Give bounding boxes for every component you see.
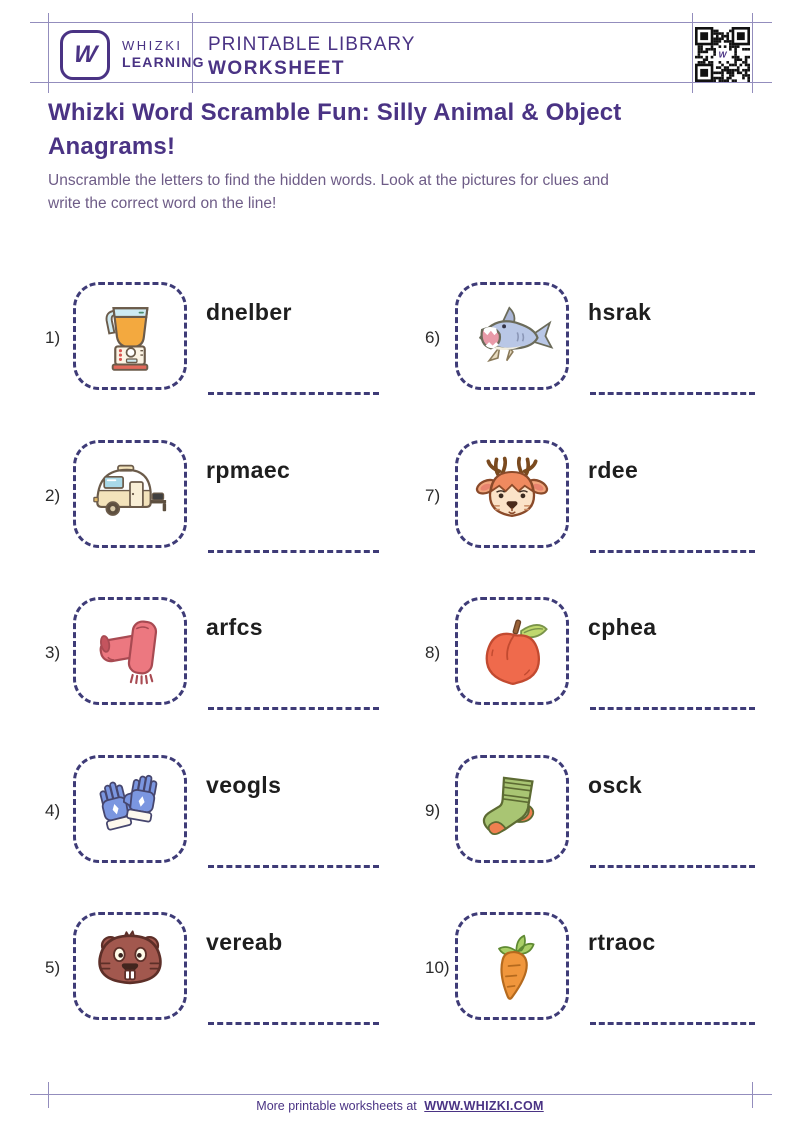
shark-image — [468, 300, 556, 372]
picture-box — [73, 440, 187, 548]
footer-website-link[interactable]: WWW.WHIZKI.COM — [424, 1099, 544, 1113]
document-type-label: WORKSHEET — [208, 57, 345, 79]
picture-box — [73, 912, 187, 1020]
scrambled-word: veogls — [206, 771, 282, 798]
item-answer-area — [588, 912, 761, 1020]
picture-box — [73, 597, 187, 705]
scrambled-word: hsrak — [588, 299, 652, 325]
logo-w-icon: W — [72, 41, 98, 68]
crop-mark-vertical — [752, 13, 753, 93]
item-number: 5) — [45, 958, 61, 977]
answer-line[interactable] — [590, 550, 755, 553]
item-number: 8) — [425, 643, 441, 662]
crop-mark-footer-line — [30, 1094, 772, 1095]
scrambled-word: cphea — [588, 614, 657, 640]
picture-box — [455, 597, 569, 705]
answer-line[interactable] — [208, 1022, 379, 1025]
item-number: 4) — [45, 800, 61, 820]
crop-mark-vertical — [48, 13, 49, 93]
picture-box — [455, 282, 569, 390]
scramble-item — [425, 282, 761, 440]
scramble-item — [45, 912, 385, 1070]
item-number: 9) — [425, 800, 441, 820]
svg-text:W: W — [718, 49, 727, 60]
camper-image — [87, 459, 173, 529]
answer-line[interactable] — [208, 707, 379, 710]
item-number: 1) — [45, 328, 61, 347]
qr-code-icon — [695, 27, 750, 82]
scrambled-word: osck — [588, 771, 643, 798]
answer-line[interactable] — [590, 707, 755, 710]
item-number: 7) — [425, 485, 441, 505]
instructions-line1: Unscramble the letters to find the hidden words. Look at the pictures for clues and — [48, 172, 609, 189]
instructions-text — [48, 169, 748, 216]
scrambled-word: vereab — [206, 929, 283, 955]
item-answer-area — [588, 755, 761, 863]
page-title — [48, 96, 758, 164]
carrot-image — [473, 926, 551, 1006]
item-answer-area — [206, 912, 385, 1020]
beaver-image — [89, 926, 171, 1006]
scramble-item — [45, 440, 385, 598]
sock-image — [472, 769, 552, 849]
picture-box — [73, 282, 187, 390]
item-number: 6) — [425, 328, 441, 347]
item-answer-area — [206, 755, 385, 863]
items-column-left — [45, 282, 385, 1070]
scrambled-word: rdee — [588, 456, 639, 483]
answer-line[interactable] — [208, 392, 379, 395]
picture-box — [73, 755, 187, 863]
peach-image — [471, 610, 553, 692]
item-answer-area — [206, 282, 385, 390]
scramble-item — [45, 755, 385, 913]
footer — [0, 1099, 800, 1113]
header — [60, 30, 205, 80]
header-titles — [208, 33, 415, 81]
item-answer-area — [588, 282, 761, 390]
collection-label: PRINTABLE LIBRARY — [208, 34, 416, 55]
picture-box — [455, 912, 569, 1020]
gloves-image — [90, 769, 170, 849]
item-number: 3) — [45, 643, 61, 662]
item-answer-area — [206, 440, 385, 548]
scramble-item — [45, 597, 385, 755]
brand-whizki: WHIZKI — [122, 38, 183, 54]
scramble-item — [425, 597, 761, 755]
scramble-item — [425, 755, 761, 913]
scramble-item — [45, 282, 385, 440]
item-answer-area — [588, 440, 761, 548]
brand-name — [122, 39, 205, 70]
item-answer-area — [588, 597, 761, 705]
scramble-item — [425, 912, 761, 1070]
answer-line[interactable] — [590, 865, 755, 868]
crop-mark-top-line — [30, 22, 772, 23]
item-number: 2) — [45, 485, 61, 505]
answer-line[interactable] — [208, 865, 379, 868]
items-column-right — [425, 282, 761, 1070]
picture-box — [455, 440, 569, 548]
scrambled-word: rpmaec — [206, 456, 291, 483]
item-number: 10) — [425, 958, 450, 977]
picture-box — [455, 755, 569, 863]
footer-text: More printable worksheets at — [256, 1099, 417, 1113]
answer-line[interactable] — [590, 1022, 755, 1025]
crop-mark-header-bottom-line — [30, 82, 772, 83]
answer-line[interactable] — [590, 392, 755, 395]
crop-mark-vertical — [692, 13, 693, 93]
instructions-line2: write the correct word on the line! — [48, 195, 277, 213]
scrambled-word: rtraoc — [588, 929, 656, 955]
blender-image — [91, 297, 169, 375]
answer-line[interactable] — [208, 550, 379, 553]
whizki-logo — [60, 30, 110, 80]
scarf-image — [90, 611, 170, 691]
scramble-item — [425, 440, 761, 598]
scrambled-word: dnelber — [206, 299, 292, 325]
item-answer-area — [206, 597, 385, 705]
scrambled-word: arfcs — [206, 614, 263, 640]
brand-learning: LEARNING — [122, 54, 205, 71]
deer-image — [471, 453, 553, 535]
page-title-line2: Anagrams! — [48, 133, 176, 161]
page-title-line1: Whizki Word Scramble Fun: Silly Animal & Object — [48, 99, 622, 126]
